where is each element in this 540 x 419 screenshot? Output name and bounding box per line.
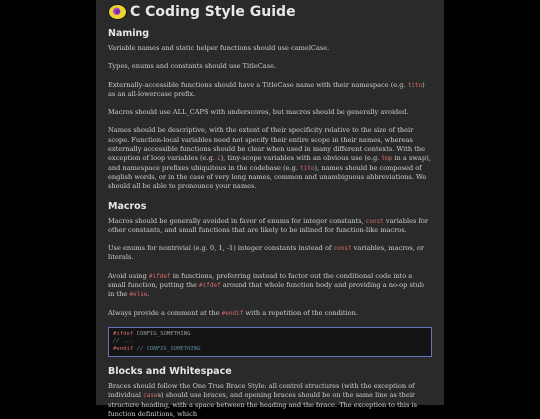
paragraph [108,272,432,300]
code-line [113,346,427,353]
code-block[interactable] [108,327,432,357]
text: Macros should be generally avoided in favor of enums for integer constants, [108,216,366,225]
text: ) as an all-lowercase prefix. [108,80,425,98]
paragraph [108,382,432,419]
text: Avoid using [108,271,149,280]
paragraph: Variable names and static helper functions should use camelCase. [108,44,330,52]
text: Always provide a comment at the [108,308,222,317]
text: in functions, preferring instead to factor out the conditional code into a small function, putting the [108,271,413,290]
page-title: C Coding Style Guide [130,4,296,20]
text: Externally-accessible functions should have a TitleCase name with their namespace (e.g. [108,80,408,89]
text: variables, macros, or literals. [108,244,425,262]
inline-code: #else [129,291,148,299]
paragraph [108,81,432,100]
inline-code: #ifdef [199,282,221,290]
code-keyword: #ifdef [113,330,134,337]
text: in a swap), and namespace prefixes ubiquitous in the codebase (e.g. [108,154,431,172]
section-heading-blocks: Blocks and Whitespace [108,366,232,378]
inline-code: tmp [381,155,393,163]
paragraph [108,217,432,236]
main-content [96,0,444,419]
paragraph [108,126,432,191]
inline-code: const [365,217,384,225]
inline-code: const [333,245,352,253]
section-heading-naming: Naming [108,28,150,39]
inline-code: case [143,392,158,400]
code-comment: // CONFIG_SOMETHING [133,345,201,352]
inline-code: i [216,155,221,163]
inline-code: tito [407,81,423,89]
paragraph [108,244,432,263]
text: . [147,290,150,299]
code-comment: // ... [113,338,134,345]
inline-code: #ifdef [148,272,171,280]
code-keyword: #endif [113,345,134,352]
text: Use enums for nontrivial (e.g. 0, 1, -1) integer constants instead of [108,244,334,253]
code-line [113,331,427,338]
text: ), names should be composed of english words, or in the case of very long names, common and unambiguous abbreviations. We should all be able to pronounce your names. [108,163,427,191]
c-language-logo-icon [108,4,127,20]
text: ), tiny-scope variables with an obvious use (e.g. [220,154,382,163]
text: with a repetition of the condition. [243,308,358,317]
text: around that whole function body and providing a no-op stub in the [108,281,424,299]
code-identifier: CONFIG_SOMETHING [133,330,191,337]
text: Braces should follow the One True Brace Style: all control structures (with the exception of individual [108,382,415,400]
text: Names should be descriptive, with the extent of their specificity relative to the size of their scope. Function-local variables need not specify their entire scope in their names, whereas externally accessible functions should be clear when used in many different contexts. With the exception of loop variables (e.g. [108,126,426,163]
text: variables for other constants, and small functions that are likely to be inlined for function-like macros. [108,216,429,234]
paragraph: Types, enums and constants should use TitleCase. [108,62,277,71]
code-line [113,338,427,345]
paragraph [108,309,432,318]
inline-code: tito [299,164,315,172]
section-heading-macros: Macros [108,200,147,212]
inline-code: #endif [221,309,244,317]
text: s) should use braces, and opening braces should be on the same line as their structure heading, with a space between the heading and the brace. The exception to this is function definitions, which [108,391,417,419]
paragraph: Macros should use ALL_CAPS with underscores, but macros should be generally avoided. [108,108,409,117]
page-header [108,1,432,23]
